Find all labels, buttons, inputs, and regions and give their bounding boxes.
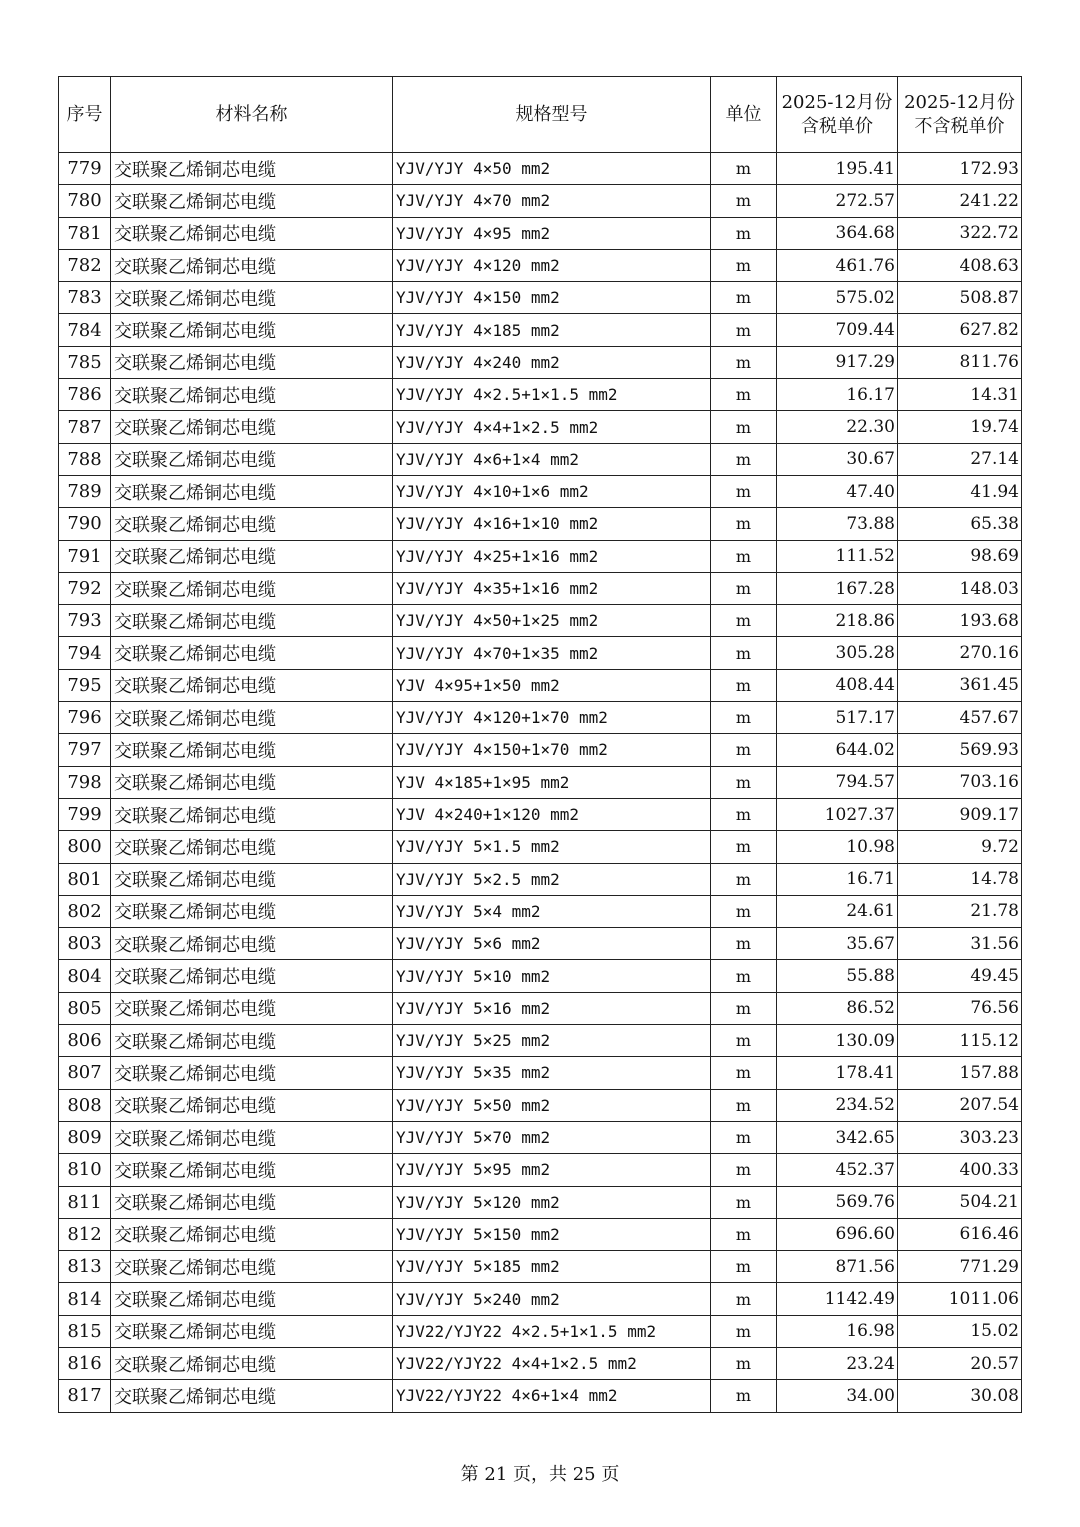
table-row [59, 249, 1022, 281]
cell-price-tax: 1142.49 [777, 1283, 898, 1315]
cell-unit: m [711, 831, 777, 863]
cell-price-tax: 644.02 [777, 734, 898, 766]
cell-name: 交联聚乙烯铜芯电缆 [111, 960, 393, 992]
cell-no: 803 [59, 928, 111, 960]
cell-price-tax: 86.52 [777, 992, 898, 1024]
cell-price-notax: 408.63 [898, 249, 1022, 281]
table-row [59, 443, 1022, 475]
cell-name: 交联聚乙烯铜芯电缆 [111, 766, 393, 798]
table-row [59, 411, 1022, 443]
cell-price-notax: 27.14 [898, 443, 1022, 475]
cell-unit: m [711, 928, 777, 960]
cell-spec: YJV/YJY 5×2.5 mm2 [393, 863, 711, 895]
cell-price-tax: 178.41 [777, 1057, 898, 1089]
cell-price-tax: 55.88 [777, 960, 898, 992]
cell-price-tax: 30.67 [777, 443, 898, 475]
cell-name: 交联聚乙烯铜芯电缆 [111, 895, 393, 927]
header-name: 材料名称 [111, 77, 393, 153]
cell-unit: m [711, 217, 777, 249]
cell-price-notax: 400.33 [898, 1154, 1022, 1186]
header-no: 序号 [59, 77, 111, 153]
cell-no: 801 [59, 863, 111, 895]
cell-price-tax: 16.71 [777, 863, 898, 895]
cell-name: 交联聚乙烯铜芯电缆 [111, 992, 393, 1024]
table-row [59, 217, 1022, 249]
cell-price-tax: 569.76 [777, 1186, 898, 1218]
table-row [59, 1347, 1022, 1379]
table-row [59, 863, 1022, 895]
cell-name: 交联聚乙烯铜芯电缆 [111, 669, 393, 701]
cell-name: 交联聚乙烯铜芯电缆 [111, 734, 393, 766]
cell-unit: m [711, 508, 777, 540]
cell-price-tax: 461.76 [777, 249, 898, 281]
cell-price-notax: 157.88 [898, 1057, 1022, 1089]
cell-price-tax: 218.86 [777, 605, 898, 637]
cell-price-tax: 22.30 [777, 411, 898, 443]
cell-spec: YJV/YJY 4×70 mm2 [393, 185, 711, 217]
cell-name: 交联聚乙烯铜芯电缆 [111, 1315, 393, 1347]
page-footer: 第 21 页，共 25 页 [460, 1464, 620, 1485]
cell-spec: YJV/YJY 5×185 mm2 [393, 1251, 711, 1283]
cell-unit: m [711, 1251, 777, 1283]
cell-unit: m [711, 1121, 777, 1153]
cell-spec: YJV/YJY 5×150 mm2 [393, 1218, 711, 1250]
cell-spec: YJV 4×185+1×95 mm2 [393, 766, 711, 798]
cell-spec: YJV/YJY 4×150+1×70 mm2 [393, 734, 711, 766]
cell-spec: YJV/YJY 5×25 mm2 [393, 1025, 711, 1057]
table-row [59, 153, 1022, 185]
table-row [59, 540, 1022, 572]
cell-name: 交联聚乙烯铜芯电缆 [111, 798, 393, 830]
table-row [59, 960, 1022, 992]
cell-price-tax: 111.52 [777, 540, 898, 572]
cell-no: 795 [59, 669, 111, 701]
cell-price-tax: 575.02 [777, 282, 898, 314]
cell-price-notax: 115.12 [898, 1025, 1022, 1057]
cell-price-notax: 76.56 [898, 992, 1022, 1024]
cell-price-notax: 15.02 [898, 1315, 1022, 1347]
cell-price-notax: 569.93 [898, 734, 1022, 766]
cell-name: 交联聚乙烯铜芯电缆 [111, 831, 393, 863]
cell-spec: YJV/YJY 4×240 mm2 [393, 346, 711, 378]
cell-price-notax: 172.93 [898, 153, 1022, 185]
cell-name: 交联聚乙烯铜芯电缆 [111, 702, 393, 734]
cell-unit: m [711, 249, 777, 281]
cell-spec: YJV/YJY 4×50+1×25 mm2 [393, 605, 711, 637]
cell-price-tax: 452.37 [777, 1154, 898, 1186]
cell-spec: YJV/YJY 5×95 mm2 [393, 1154, 711, 1186]
table-row [59, 895, 1022, 927]
cell-price-notax: 504.21 [898, 1186, 1022, 1218]
table-row [59, 928, 1022, 960]
table-row [59, 669, 1022, 701]
cell-no: 796 [59, 702, 111, 734]
cell-unit: m [711, 960, 777, 992]
cell-no: 807 [59, 1057, 111, 1089]
cell-spec: YJV/YJY 5×4 mm2 [393, 895, 711, 927]
table-row [59, 798, 1022, 830]
cell-spec: YJV/YJY 5×35 mm2 [393, 1057, 711, 1089]
table-row [59, 1251, 1022, 1283]
cell-price-notax: 627.82 [898, 314, 1022, 346]
cell-price-tax: 408.44 [777, 669, 898, 701]
cell-unit: m [711, 540, 777, 572]
cell-no: 793 [59, 605, 111, 637]
cell-spec: YJV/YJY 4×50 mm2 [393, 153, 711, 185]
cell-spec: YJV/YJY 4×150 mm2 [393, 282, 711, 314]
cell-no: 811 [59, 1186, 111, 1218]
cell-no: 806 [59, 1025, 111, 1057]
cell-price-tax: 47.40 [777, 475, 898, 507]
cell-no: 808 [59, 1089, 111, 1121]
cell-spec: YJV/YJY 5×16 mm2 [393, 992, 711, 1024]
cell-price-notax: 457.67 [898, 702, 1022, 734]
cell-no: 783 [59, 282, 111, 314]
cell-price-notax: 9.72 [898, 831, 1022, 863]
cell-no: 814 [59, 1283, 111, 1315]
cell-spec: YJV/YJY 4×120 mm2 [393, 249, 711, 281]
cell-name: 交联聚乙烯铜芯电缆 [111, 443, 393, 475]
cell-spec: YJV/YJY 4×6+1×4 mm2 [393, 443, 711, 475]
cell-no: 779 [59, 153, 111, 185]
cell-no: 797 [59, 734, 111, 766]
cell-price-tax: 16.17 [777, 379, 898, 411]
header-unit: 单位 [711, 77, 777, 153]
table-row [59, 475, 1022, 507]
cell-price-tax: 73.88 [777, 508, 898, 540]
cell-no: 786 [59, 379, 111, 411]
table-row [59, 1025, 1022, 1057]
cell-price-notax: 811.76 [898, 346, 1022, 378]
header-price-tax-line1: 2025-12月份 [781, 91, 893, 113]
cell-price-notax: 270.16 [898, 637, 1022, 669]
table-row [59, 1121, 1022, 1153]
cell-no: 815 [59, 1315, 111, 1347]
cell-unit: m [711, 346, 777, 378]
table-row [59, 1154, 1022, 1186]
cell-name: 交联聚乙烯铜芯电缆 [111, 1218, 393, 1250]
cell-price-tax: 794.57 [777, 766, 898, 798]
cell-no: 784 [59, 314, 111, 346]
cell-price-tax: 234.52 [777, 1089, 898, 1121]
cell-unit: m [711, 1057, 777, 1089]
cell-no: 781 [59, 217, 111, 249]
cell-price-tax: 130.09 [777, 1025, 898, 1057]
cell-unit: m [711, 411, 777, 443]
cell-no: 788 [59, 443, 111, 475]
cell-unit: m [711, 895, 777, 927]
cell-unit: m [711, 1218, 777, 1250]
cell-no: 785 [59, 346, 111, 378]
cell-no: 799 [59, 798, 111, 830]
price-table [58, 76, 1022, 1413]
cell-price-notax: 30.08 [898, 1380, 1022, 1412]
cell-unit: m [711, 185, 777, 217]
cell-no: 787 [59, 411, 111, 443]
cell-no: 817 [59, 1380, 111, 1412]
table-row [59, 831, 1022, 863]
table-row [59, 314, 1022, 346]
cell-no: 790 [59, 508, 111, 540]
cell-price-tax: 305.28 [777, 637, 898, 669]
cell-price-tax: 696.60 [777, 1218, 898, 1250]
header-spec: 规格型号 [393, 77, 711, 153]
cell-name: 交联聚乙烯铜芯电缆 [111, 185, 393, 217]
cell-price-notax: 14.78 [898, 863, 1022, 895]
table-row [59, 637, 1022, 669]
cell-unit: m [711, 1089, 777, 1121]
cell-unit: m [711, 1380, 777, 1412]
cell-price-notax: 361.45 [898, 669, 1022, 701]
cell-name: 交联聚乙烯铜芯电缆 [111, 475, 393, 507]
cell-price-notax: 207.54 [898, 1089, 1022, 1121]
cell-name: 交联聚乙烯铜芯电缆 [111, 217, 393, 249]
cell-spec: YJV22/YJY22 4×2.5+1×1.5 mm2 [393, 1315, 711, 1347]
table-row [59, 346, 1022, 378]
cell-spec: YJV/YJY 4×16+1×10 mm2 [393, 508, 711, 540]
cell-unit: m [711, 669, 777, 701]
cell-no: 791 [59, 540, 111, 572]
cell-no: 794 [59, 637, 111, 669]
cell-price-tax: 871.56 [777, 1251, 898, 1283]
cell-name: 交联聚乙烯铜芯电缆 [111, 605, 393, 637]
cell-spec: YJV/YJY 4×10+1×6 mm2 [393, 475, 711, 507]
cell-price-notax: 193.68 [898, 605, 1022, 637]
table-row [59, 605, 1022, 637]
cell-name: 交联聚乙烯铜芯电缆 [111, 508, 393, 540]
cell-price-notax: 20.57 [898, 1347, 1022, 1379]
cell-price-tax: 16.98 [777, 1315, 898, 1347]
cell-name: 交联聚乙烯铜芯电缆 [111, 1057, 393, 1089]
table-row [59, 1315, 1022, 1347]
cell-spec: YJV/YJY 5×1.5 mm2 [393, 831, 711, 863]
cell-name: 交联聚乙烯铜芯电缆 [111, 1380, 393, 1412]
table-row [59, 185, 1022, 217]
cell-price-tax: 1027.37 [777, 798, 898, 830]
cell-spec: YJV/YJY 5×10 mm2 [393, 960, 711, 992]
cell-price-notax: 322.72 [898, 217, 1022, 249]
table-row [59, 1283, 1022, 1315]
cell-unit: m [711, 798, 777, 830]
cell-unit: m [711, 282, 777, 314]
cell-spec: YJV/YJY 4×4+1×2.5 mm2 [393, 411, 711, 443]
cell-price-tax: 272.57 [777, 185, 898, 217]
cell-unit: m [711, 863, 777, 895]
cell-no: 792 [59, 572, 111, 604]
cell-spec: YJV/YJY 4×185 mm2 [393, 314, 711, 346]
cell-no: 805 [59, 992, 111, 1024]
cell-price-tax: 167.28 [777, 572, 898, 604]
cell-name: 交联聚乙烯铜芯电缆 [111, 1121, 393, 1153]
cell-price-notax: 771.29 [898, 1251, 1022, 1283]
table-row [59, 282, 1022, 314]
cell-name: 交联聚乙烯铜芯电缆 [111, 1186, 393, 1218]
cell-price-notax: 41.94 [898, 475, 1022, 507]
cell-no: 780 [59, 185, 111, 217]
cell-price-notax: 703.16 [898, 766, 1022, 798]
cell-name: 交联聚乙烯铜芯电缆 [111, 1347, 393, 1379]
cell-spec: YJV/YJY 5×120 mm2 [393, 1186, 711, 1218]
cell-unit: m [711, 1025, 777, 1057]
cell-name: 交联聚乙烯铜芯电缆 [111, 1283, 393, 1315]
cell-name: 交联聚乙烯铜芯电缆 [111, 1251, 393, 1283]
cell-unit: m [711, 734, 777, 766]
cell-name: 交联聚乙烯铜芯电缆 [111, 540, 393, 572]
cell-unit: m [711, 475, 777, 507]
cell-price-notax: 98.69 [898, 540, 1022, 572]
cell-spec: YJV/YJY 5×70 mm2 [393, 1121, 711, 1153]
cell-name: 交联聚乙烯铜芯电缆 [111, 314, 393, 346]
cell-spec: YJV/YJY 4×2.5+1×1.5 mm2 [393, 379, 711, 411]
cell-spec: YJV/YJY 5×240 mm2 [393, 1283, 711, 1315]
cell-no: 810 [59, 1154, 111, 1186]
cell-price-tax: 517.17 [777, 702, 898, 734]
cell-spec: YJV/YJY 5×50 mm2 [393, 1089, 711, 1121]
header-price-notax-line1: 2025-12月份 [904, 91, 1015, 113]
table-row [59, 734, 1022, 766]
cell-unit: m [711, 1186, 777, 1218]
cell-name: 交联聚乙烯铜芯电缆 [111, 1025, 393, 1057]
cell-unit: m [711, 702, 777, 734]
cell-unit: m [711, 1283, 777, 1315]
cell-spec: YJV/YJY 5×6 mm2 [393, 928, 711, 960]
cell-spec: YJV22/YJY22 4×4+1×2.5 mm2 [393, 1347, 711, 1379]
cell-name: 交联聚乙烯铜芯电缆 [111, 572, 393, 604]
cell-price-tax: 195.41 [777, 153, 898, 185]
cell-price-tax: 917.29 [777, 346, 898, 378]
cell-spec: YJV 4×95+1×50 mm2 [393, 669, 711, 701]
table-row [59, 572, 1022, 604]
table-body [59, 153, 1022, 1413]
cell-name: 交联聚乙烯铜芯电缆 [111, 863, 393, 895]
cell-no: 782 [59, 249, 111, 281]
cell-price-notax: 49.45 [898, 960, 1022, 992]
cell-no: 798 [59, 766, 111, 798]
cell-unit: m [711, 153, 777, 185]
cell-no: 802 [59, 895, 111, 927]
cell-name: 交联聚乙烯铜芯电缆 [111, 1154, 393, 1186]
cell-spec: YJV/YJY 4×95 mm2 [393, 217, 711, 249]
cell-name: 交联聚乙烯铜芯电缆 [111, 411, 393, 443]
cell-price-notax: 65.38 [898, 508, 1022, 540]
cell-price-notax: 21.78 [898, 895, 1022, 927]
cell-spec: YJV/YJY 4×70+1×35 mm2 [393, 637, 711, 669]
cell-price-notax: 31.56 [898, 928, 1022, 960]
cell-price-tax: 24.61 [777, 895, 898, 927]
cell-unit: m [711, 766, 777, 798]
cell-no: 813 [59, 1251, 111, 1283]
table-row [59, 379, 1022, 411]
cell-no: 800 [59, 831, 111, 863]
table-header-row [59, 77, 1022, 153]
cell-price-tax: 709.44 [777, 314, 898, 346]
cell-price-tax: 23.24 [777, 1347, 898, 1379]
cell-price-notax: 1011.06 [898, 1283, 1022, 1315]
header-price-tax-line2: 含税单价 [801, 115, 873, 137]
header-price-notax-line2: 不含税单价 [914, 115, 1005, 137]
cell-no: 809 [59, 1121, 111, 1153]
cell-price-tax: 342.65 [777, 1121, 898, 1153]
cell-unit: m [711, 1315, 777, 1347]
cell-name: 交联聚乙烯铜芯电缆 [111, 637, 393, 669]
cell-no: 789 [59, 475, 111, 507]
cell-no: 804 [59, 960, 111, 992]
cell-name: 交联聚乙烯铜芯电缆 [111, 379, 393, 411]
cell-price-notax: 19.74 [898, 411, 1022, 443]
cell-price-notax: 508.87 [898, 282, 1022, 314]
table-row [59, 1380, 1022, 1412]
cell-name: 交联聚乙烯铜芯电缆 [111, 249, 393, 281]
table-row [59, 992, 1022, 1024]
cell-unit: m [711, 314, 777, 346]
cell-name: 交联聚乙烯铜芯电缆 [111, 282, 393, 314]
table-row [59, 1186, 1022, 1218]
table-row [59, 1057, 1022, 1089]
cell-price-tax: 10.98 [777, 831, 898, 863]
cell-spec: YJV22/YJY22 4×6+1×4 mm2 [393, 1380, 711, 1412]
cell-price-notax: 241.22 [898, 185, 1022, 217]
table-row [59, 702, 1022, 734]
cell-name: 交联聚乙烯铜芯电缆 [111, 346, 393, 378]
cell-unit: m [711, 572, 777, 604]
cell-name: 交联聚乙烯铜芯电缆 [111, 153, 393, 185]
cell-name: 交联聚乙烯铜芯电缆 [111, 1089, 393, 1121]
table-row [59, 1218, 1022, 1250]
cell-spec: YJV/YJY 4×120+1×70 mm2 [393, 702, 711, 734]
cell-unit: m [711, 379, 777, 411]
header-price-tax [777, 77, 898, 153]
cell-unit: m [711, 637, 777, 669]
cell-price-notax: 303.23 [898, 1121, 1022, 1153]
cell-price-notax: 616.46 [898, 1218, 1022, 1250]
cell-unit: m [711, 1347, 777, 1379]
cell-unit: m [711, 992, 777, 1024]
cell-price-tax: 364.68 [777, 217, 898, 249]
cell-unit: m [711, 1154, 777, 1186]
cell-unit: m [711, 443, 777, 475]
cell-no: 816 [59, 1347, 111, 1379]
header-price-notax [898, 77, 1022, 153]
cell-price-notax: 909.17 [898, 798, 1022, 830]
table-row [59, 508, 1022, 540]
cell-price-notax: 148.03 [898, 572, 1022, 604]
table-row [59, 1089, 1022, 1121]
cell-price-notax: 14.31 [898, 379, 1022, 411]
cell-unit: m [711, 605, 777, 637]
cell-spec: YJV/YJY 4×25+1×16 mm2 [393, 540, 711, 572]
cell-spec: YJV 4×240+1×120 mm2 [393, 798, 711, 830]
cell-spec: YJV/YJY 4×35+1×16 mm2 [393, 572, 711, 604]
cell-name: 交联聚乙烯铜芯电缆 [111, 928, 393, 960]
cell-no: 812 [59, 1218, 111, 1250]
table-row [59, 766, 1022, 798]
cell-price-tax: 34.00 [777, 1380, 898, 1412]
cell-price-tax: 35.67 [777, 928, 898, 960]
